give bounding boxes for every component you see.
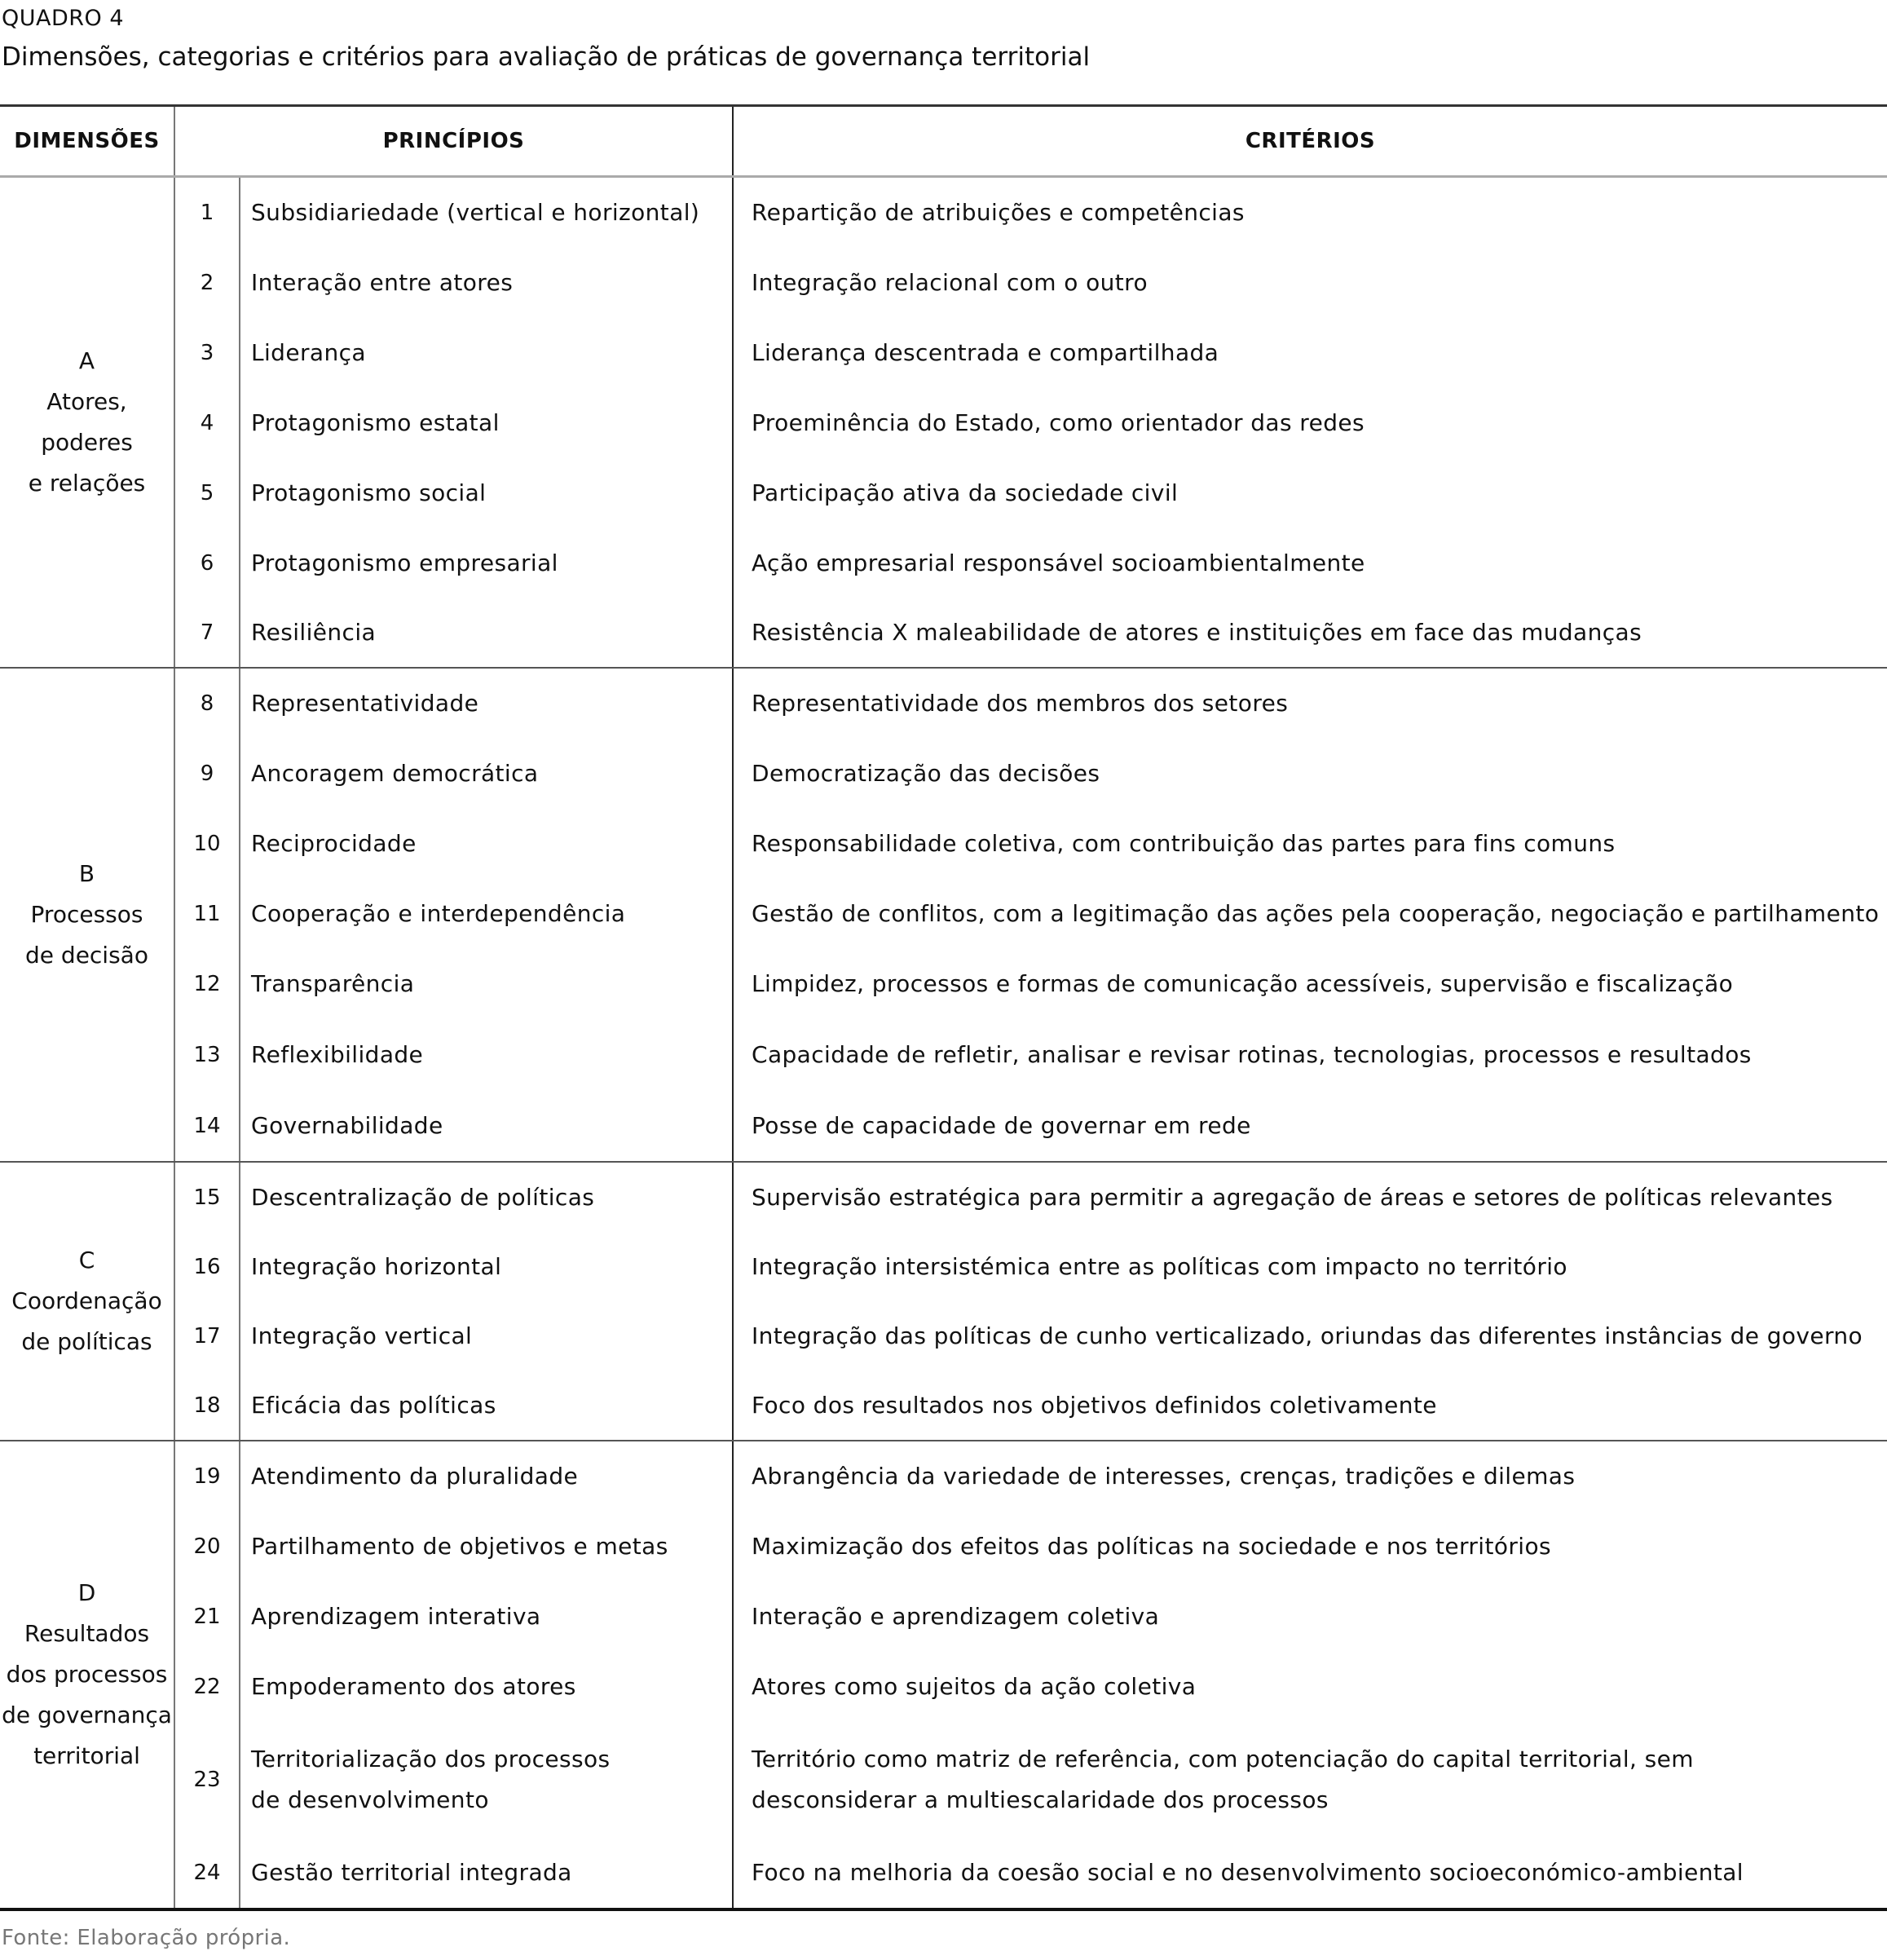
source-note: Fonte: Elaboração própria.: [2, 1926, 291, 1950]
table-row: [0, 1652, 1887, 1722]
table-row: [0, 1371, 1887, 1440]
table-title: Dimensões, categorias e critérios para avaliação de práticas de governança territorial: [2, 42, 1091, 72]
principle-cell: Protagonismo empresarial: [251, 550, 558, 576]
dimension-name-line: Atores,: [46, 388, 127, 415]
criteria-table: [0, 104, 1887, 1911]
principle-cell: Protagonismo social: [251, 479, 487, 506]
table-row: [0, 809, 1887, 879]
column-header-criteria: CRITÉRIOS: [1245, 129, 1376, 153]
dimension-name-line: Processos: [30, 901, 143, 928]
principle-cell: Gestão territorial integrada: [251, 1859, 572, 1886]
principle-cell: Transparência: [251, 970, 415, 997]
criterion-cell: Capacidade de refletir, analisar e revisar rotinas, tecnologias, processos e resultados: [752, 1041, 1752, 1068]
principle-cell: Descentralização de políticas: [251, 1183, 595, 1211]
principle-cell: Reciprocidade: [251, 830, 417, 857]
criterion-cell: Foco dos resultados nos objetivos definidos coletivamente: [752, 1391, 1437, 1419]
table-row: [0, 318, 1887, 388]
principle-cell: Governabilidade: [251, 1112, 443, 1139]
principle-number: 17: [193, 1323, 221, 1349]
principle-number: 18: [193, 1393, 221, 1418]
dimension-name-line: poderes: [41, 429, 133, 456]
principle-number: 11: [193, 902, 221, 926]
table-row: [0, 1091, 1887, 1161]
dimension-letter: A: [78, 347, 95, 374]
principle-number: 20: [193, 1534, 221, 1559]
table-row: [0, 1441, 1887, 1512]
criterion-cell: Resistência X maleabilidade de atores e instituições em face das mudanças: [752, 619, 1642, 646]
principle-number: 23: [193, 1768, 221, 1792]
criterion-cell: Limpidez, processos e formas de comunicação acessíveis, supervisão e fiscalização: [752, 970, 1734, 997]
criterion-cell: Supervisão estratégica para permitir a agregação de áreas e setores de políticas relevantes: [752, 1183, 1833, 1211]
dimension-name-line: de políticas: [21, 1328, 152, 1355]
dimension-letter: C: [78, 1247, 95, 1274]
dimension-group-c: [0, 1163, 1887, 1441]
table-row: [0, 1838, 1887, 1908]
principle-cell: Atendimento da pluralidade: [251, 1463, 579, 1490]
dimension-letter: D: [77, 1579, 96, 1606]
criterion-cell: Interação e aprendizagem coletiva: [752, 1603, 1160, 1630]
table-row: [0, 739, 1887, 809]
principle-number: 16: [193, 1254, 221, 1279]
principle-number: 13: [193, 1043, 221, 1067]
principle-cell: Empoderamento dos atores: [251, 1673, 576, 1700]
principle-cell: Representatividade: [251, 690, 479, 717]
dimension-group-b: [0, 669, 1887, 1163]
principle-cell: Partilhamento de objetivos e metas: [251, 1533, 668, 1560]
criterion-cell: Proeminência do Estado, como orientador das redes: [752, 409, 1365, 436]
dimension-name-line: Coordenação: [11, 1287, 162, 1314]
criterion-cell: Integração das políticas de cunho verticalizado, oriundas das diferentes instâncias de governo: [752, 1322, 1863, 1349]
dimension-name-line: dos processos: [6, 1661, 168, 1688]
criterion-cell: Responsabilidade coletiva, com contribuição das partes para fins comuns: [752, 830, 1616, 857]
criterion-cell: Democratização das decisões: [752, 760, 1100, 787]
dimension-name-line: de governança: [2, 1702, 172, 1728]
principle-cell: Cooperação e interdependência: [251, 900, 626, 927]
table-row: [0, 1582, 1887, 1652]
criterion-cell: Integração relacional com o outro: [752, 269, 1149, 296]
principle-number: 5: [200, 481, 214, 505]
table-row: [0, 1019, 1887, 1091]
dimension-name-line: territorial: [33, 1742, 140, 1769]
table-row: [0, 388, 1887, 458]
criterion-cell: Abrangência da variedade de interesses, crenças, tradições e dilemas: [752, 1463, 1576, 1490]
dimension-name-line: e relações: [28, 470, 146, 497]
table-row: [0, 248, 1887, 318]
table-row: [0, 1232, 1887, 1301]
principle-number: 10: [193, 832, 221, 856]
dimension-name-line: de decisão: [25, 942, 148, 969]
principle-number: 14: [193, 1114, 221, 1138]
principle-number: 4: [200, 411, 214, 435]
dimension-name-line: Resultados: [24, 1620, 150, 1647]
criterion-cell: Liderança descentrada e compartilhada: [752, 339, 1219, 366]
principle-cell: Resiliência: [251, 619, 377, 646]
criterion-cell: Território como matriz de referência, com potenciação do capital territorial, sem desconsiderar a multiescalaridade dos processos: [752, 1746, 1694, 1813]
principle-cell: Liderança: [251, 339, 366, 366]
criterion-cell: Integração intersistémica entre as políticas com impacto no território: [752, 1252, 1567, 1280]
table-header: [0, 107, 1887, 178]
principle-cell: Eficácia das políticas: [251, 1391, 496, 1419]
criterion-cell: Foco na melhoria da coesão social e no desenvolvimento socioeconómico-ambiental: [752, 1859, 1744, 1886]
table-row: [0, 178, 1887, 248]
principle-number: 21: [193, 1605, 221, 1629]
principle-number: 9: [200, 761, 214, 786]
criterion-cell: Gestão de conflitos, com a legitimação das ações pela cooperação, negociação e partilhamento: [752, 900, 1880, 927]
table-row: [0, 1722, 1887, 1838]
criterion-cell: Posse de capacidade de governar em rede: [752, 1112, 1251, 1139]
dimension-group-a: [0, 178, 1887, 669]
table-row: [0, 949, 1887, 1019]
dimension-letter: B: [78, 860, 95, 887]
table-row: [0, 598, 1887, 667]
table-row: [0, 528, 1887, 598]
principle-number: 19: [193, 1464, 221, 1489]
principle-cell: Interação entre atores: [251, 269, 514, 296]
dimension-group-d: [0, 1441, 1887, 1911]
principle-cell: Aprendizagem interativa: [251, 1603, 541, 1630]
principle-number: 12: [193, 972, 221, 996]
criterion-cell: Participação ativa da sociedade civil: [752, 479, 1179, 506]
table-row: [0, 1163, 1887, 1232]
principle-number: 24: [193, 1861, 221, 1885]
principle-number: 22: [193, 1675, 221, 1699]
table-row: [0, 1301, 1887, 1371]
principle-cell: Subsidiariedade (vertical e horizontal): [251, 199, 700, 226]
principle-cell: Territorialização dos processos de desenvolvimento: [251, 1746, 611, 1813]
principle-cell: Protagonismo estatal: [251, 409, 500, 436]
principle-cell: Ancoragem democrática: [251, 760, 539, 787]
principle-number: 2: [200, 271, 214, 295]
table-row: [0, 879, 1887, 949]
table-row: [0, 458, 1887, 528]
column-header-principles: PRINCÍPIOS: [382, 129, 525, 153]
criterion-cell: Ação empresarial responsável socioambientalmente: [752, 550, 1365, 576]
principle-number: 6: [200, 551, 214, 576]
principle-number: 3: [200, 341, 214, 365]
principle-cell: Reflexibilidade: [251, 1041, 424, 1068]
criterion-cell: Atores como sujeitos da ação coletiva: [752, 1673, 1197, 1700]
table-label: QUADRO 4: [2, 6, 125, 31]
criterion-cell: Repartição de atribuições e competências: [752, 199, 1245, 226]
principle-cell: Integração horizontal: [251, 1252, 502, 1280]
criterion-cell: Representatividade dos membros dos setores: [752, 690, 1289, 717]
principle-number: 1: [200, 201, 214, 225]
principle-number: 8: [200, 691, 214, 716]
table-row: [0, 669, 1887, 739]
principle-number: 7: [200, 620, 214, 645]
table-row: [0, 1512, 1887, 1582]
table-body: [0, 178, 1887, 1911]
principle-number: 15: [193, 1185, 221, 1210]
criterion-cell: Maximização dos efeitos das políticas na sociedade e nos territórios: [752, 1533, 1552, 1560]
column-header-dimensions: DIMENSÕES: [14, 129, 160, 153]
principle-cell: Integração vertical: [251, 1322, 473, 1349]
